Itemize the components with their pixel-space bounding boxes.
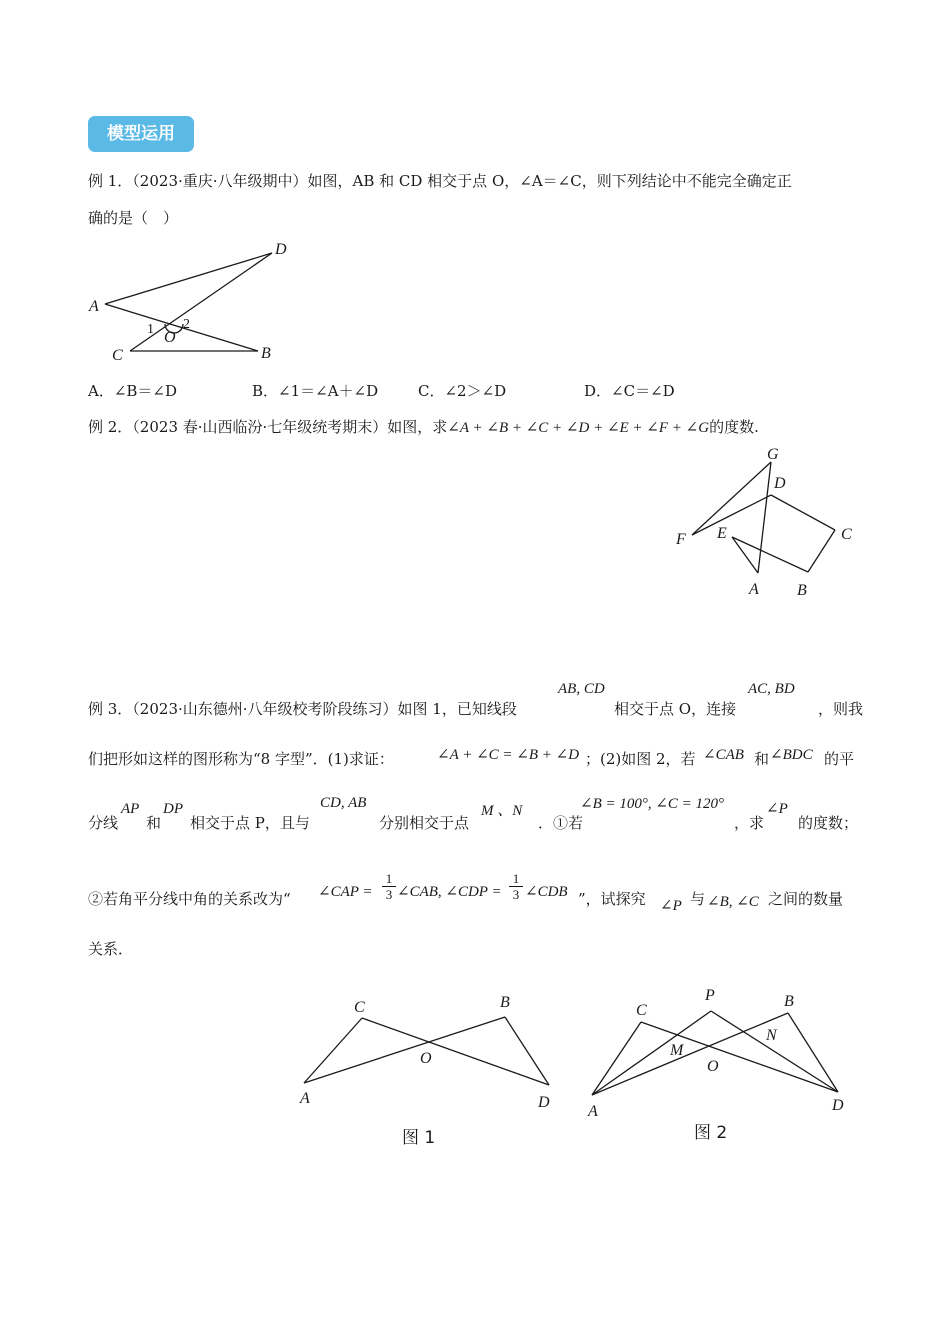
- ex3-l5: 关系．: [88, 940, 134, 958]
- ex2-suffix: 的度数.: [709, 418, 759, 436]
- label-M: M: [670, 1042, 684, 1059]
- label-B: B: [500, 994, 510, 1011]
- section-badge: 模型运用: [88, 116, 194, 152]
- label-D: D: [538, 1094, 550, 1111]
- ex2-text: [88, 416, 759, 437]
- ex2-figure: [670, 440, 870, 605]
- label-D: D: [774, 475, 786, 492]
- label-A: A: [749, 581, 759, 598]
- ex3-l3-ap: AP: [121, 801, 140, 817]
- ex3-l3f: 的度数；: [798, 814, 859, 832]
- label-B: B: [261, 345, 271, 362]
- ex3-l1c: ，则我: [818, 700, 864, 718]
- ex1-option-b[interactable]: B．∠1＝∠A＋∠D: [252, 382, 379, 400]
- label-C: C: [841, 526, 852, 543]
- ex3-l2-expr: ∠A + ∠C = ∠B + ∠D: [437, 747, 580, 763]
- fig4-line-pd: [711, 1011, 838, 1092]
- ex3-l2-ang1: ∠CAB: [703, 747, 744, 763]
- ex3-l2b: ；(2)如图 2，若: [585, 750, 696, 768]
- label-A: A: [89, 298, 99, 315]
- ex3-l4a: ②若角平分线中角的关系改为“: [88, 890, 291, 908]
- label-O: O: [164, 329, 176, 346]
- ex3-l3-p: ∠P: [766, 801, 788, 817]
- label-P: P: [705, 987, 715, 1004]
- ex1-line1: 例 1．（2023·重庆·八年级期中）如图，AB 和 CD 相交于点 O，∠A＝∠C，则下列结论中不能完全确定正: [88, 172, 792, 190]
- ex3-l3c: 分别相交于点: [379, 814, 470, 832]
- label-D: D: [275, 241, 287, 258]
- ex3-l3a: 分线: [88, 814, 119, 832]
- ex3-seg2: AC, BD: [748, 681, 795, 697]
- fig3-line-cd: [362, 1018, 549, 1085]
- ex1-option-a[interactable]: A．∠B＝∠D: [88, 382, 178, 400]
- label-F: F: [676, 531, 686, 548]
- ex2-prefix: 例 2．（2023 春·山西临汾·七年级统考期末）如图，求: [88, 418, 448, 436]
- ex3-l4c: 与: [690, 890, 706, 908]
- ex3-seg1: AB, CD: [558, 681, 605, 697]
- ex1-option-c[interactable]: C．∠2＞∠D: [418, 382, 507, 400]
- fig2-line-cb: [808, 530, 835, 572]
- fig1-line-ad: [105, 253, 272, 304]
- ex3-figure-2: [580, 980, 860, 1155]
- fig1-line-ab: [105, 304, 258, 351]
- frac1-numerator: 1: [385, 871, 393, 886]
- ex3-l2c: 的平: [824, 750, 855, 768]
- ex3-l1b: 相交于点 O，连接: [614, 700, 737, 718]
- ex3-l3d: ．①若: [538, 814, 584, 832]
- label-B: B: [797, 582, 807, 599]
- label-A: A: [588, 1103, 598, 1120]
- ex3-l3-cdab: CD, AB: [320, 795, 367, 811]
- frac2-numerator: 1: [512, 871, 520, 886]
- label-1: 1: [147, 322, 154, 337]
- ex3-l3-and: 和: [146, 814, 162, 832]
- label-B: B: [784, 993, 794, 1010]
- ex3-frac1: [382, 871, 396, 902]
- fig2-line-fg: [692, 462, 771, 535]
- ex3-figure-1: [290, 985, 570, 1160]
- figure-2-caption: 图 2: [694, 1123, 728, 1143]
- fig3-line-db: [505, 1017, 549, 1085]
- ex3-l3-cond: ∠B = 100°, ∠C = 120°: [580, 796, 725, 812]
- ex3-l4-e3: ∠CDB: [525, 884, 568, 900]
- ex3-l2-ang2: ∠BDC: [770, 747, 813, 763]
- label-C: C: [636, 1002, 647, 1019]
- frac2-denominator: 3: [509, 886, 523, 902]
- label-N: N: [766, 1027, 777, 1044]
- label-G: G: [767, 446, 779, 463]
- ex3-l2a: 们把形如这样的图形称为“8 字型”．(1)求证：: [88, 750, 394, 768]
- label-2: 2: [183, 317, 190, 332]
- fig2-line-ga: [758, 462, 771, 573]
- label-O: O: [707, 1058, 719, 1075]
- fig2-line-fd: [692, 495, 771, 535]
- ex3-l2-and: 和: [754, 750, 770, 768]
- ex3-l4d: 之间的数量: [768, 890, 844, 908]
- ex2-expression: ∠A + ∠B + ∠C + ∠D + ∠E + ∠F + ∠G: [447, 420, 710, 436]
- ex3-l4b: ”，试探究: [578, 890, 646, 908]
- ex1-line2: 确的是（ ）: [88, 209, 179, 227]
- ex1-option-d[interactable]: D．∠C＝∠D: [584, 382, 675, 400]
- ex3-l4-e1: ∠CAP =: [318, 884, 373, 900]
- label-C: C: [354, 999, 365, 1016]
- ex3-l3-dp: DP: [163, 801, 183, 817]
- label-O: O: [420, 1050, 432, 1067]
- ex3-l4-e2: ∠CAB, ∠CDP =: [397, 884, 502, 900]
- ex3-l1a: 例 3．（2023·山东德州·八年级校考阶段练习）如图 1，已知线段: [88, 700, 517, 718]
- ex3-frac2: [509, 871, 523, 902]
- ex3-l3-mn: M 、N: [481, 803, 523, 819]
- figure-1-caption: 图 1: [402, 1128, 436, 1148]
- ex3-l4-bc: ∠B, ∠C: [707, 894, 759, 910]
- fig2-line-be: [732, 537, 808, 572]
- ex3-l3b: 相交于点 P，且与: [190, 814, 310, 832]
- ex1-figure: [85, 236, 305, 366]
- frac1-denominator: 3: [382, 886, 396, 902]
- ex3-l3e: ，求: [734, 814, 765, 832]
- fig2-line-dc: [771, 495, 835, 530]
- fig4-line-db: [788, 1013, 838, 1092]
- label-A: A: [300, 1090, 310, 1107]
- label-E: E: [717, 525, 727, 542]
- label-C: C: [112, 347, 123, 364]
- ex3-l4-p: ∠P: [660, 898, 682, 914]
- label-D: D: [832, 1097, 844, 1114]
